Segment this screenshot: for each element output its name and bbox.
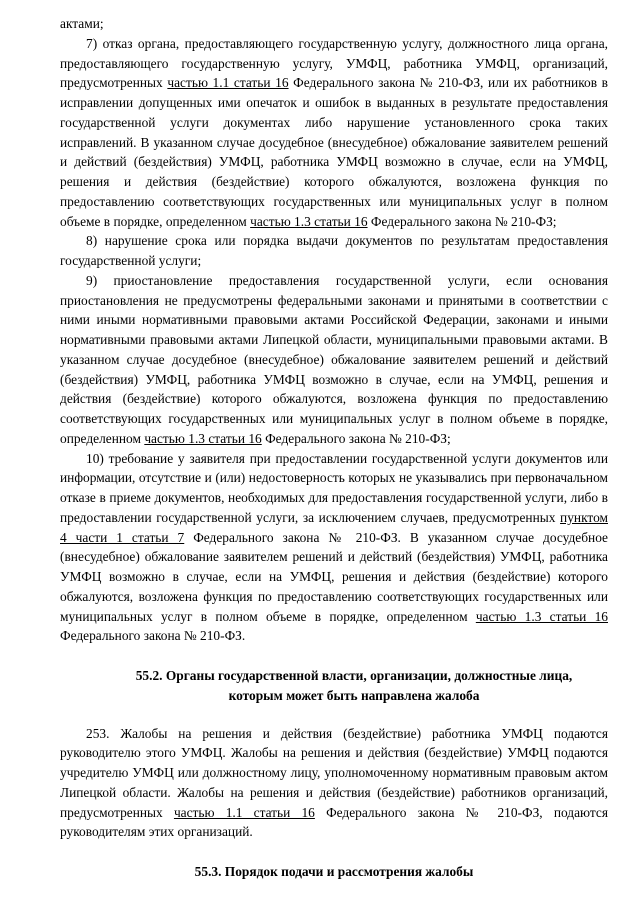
item-10-text-c: Федерального закона № 210-ФЗ. — [60, 628, 246, 644]
item-7 — [60, 34, 608, 232]
continuation-text — [60, 14, 608, 34]
item-253 — [60, 724, 608, 843]
item-253-link-part-1-1[interactable]: частью 1.1 статьи 16 — [173, 804, 315, 820]
item-7-text-a: 7) отказ органа, предоставляющего государственную услугу, должностного лица органа, предоставляющего государственную услугу, УМФЦ, работника УМФЦ, организаций, предусмотренных — [60, 35, 608, 91]
continuation-text-content: актами; — [60, 16, 104, 31]
item-7-text-c: Федерального закона № 210-ФЗ; — [367, 213, 557, 229]
item-7-link-part-1-3[interactable]: частью 1.3 статьи 16 — [250, 213, 368, 229]
section-55-2-heading-line-2: которым может быть направлена жалоба — [228, 687, 480, 703]
item-10 — [60, 449, 608, 647]
item-253-text-a: 253. Жалобы на решения и действия (бездействие) работника УМФЦ подаются руководителю этого УМФЦ. Жалобы на решения и действия (бездействие) УМФЦ подаются учредителю УМФЦ или должностному лицу, уполномоченному нормативным правовым актом Липецкой области. Жалобы на решения и действия (бездействие) работников организаций, предусмотренных — [60, 725, 608, 820]
item-10-text-a: 10) требование у заявителя при предоставлении государственной услуги документов или информации, отсутствие и (или) недостоверность которых не указывались при первоначальном отказе в приеме документов, необходимых для предоставления государственной услуги, либо в предоставлении государственной услуги, за исключением случаев, предусмотренных — [60, 450, 608, 525]
item-10-link-part-1-3[interactable]: частью 1.3 статьи 16 — [475, 608, 608, 624]
item-7-link-part-1-1[interactable]: частью 1.1 статьи 16 — [167, 75, 289, 91]
item-9-text-a: 9) приостановление предоставления государственной услуги, если основания приостановления не предусмотрены федеральными законами и принятыми в соответствии с ними иными нормативными правовыми актами Российской Федерации, законами и иными нормативными правовыми актами Липецкой области, муниципальными правовыми актами. В указанном случае досудебное (внесудебное) обжалование заявителем решений и действий (бездействия) УМФЦ, работника УМФЦ возможно в случае, если на УМФЦ, решения и действия (бездействие) которого обжалуются, возложена функция по предоставлению соответствующих государственных или муниципальных услуг в полном объеме в порядке, определенном — [60, 272, 608, 446]
item-10-link-article-7[interactable]: пунктом 4 части 1 статьи 7 — [60, 509, 608, 545]
section-55-2-heading — [60, 646, 608, 724]
item-9-link-part-1-3[interactable]: частью 1.3 статьи 16 — [144, 430, 262, 446]
section-55-2-heading-line-1: 55.2. Органы государственной власти, организации, должностные лица, — [135, 668, 573, 683]
item-8 — [60, 231, 608, 271]
item-8-text: 8) нарушение срока или порядка выдачи документов по результатам предоставления государственной услуги; — [60, 233, 608, 268]
item-9-text-b: Федерального закона № 210-ФЗ; — [261, 430, 451, 446]
section-55-3-heading-text: 55.3. Порядок подачи и рассмотрения жалобы — [194, 864, 474, 879]
section-55-3-heading — [60, 842, 608, 882]
item-253-text-b: Федерального закона № 210-ФЗ, подаются руководителям этих организаций. — [60, 804, 608, 840]
item-7-text-b: Федерального закона № 210-ФЗ, или их работников в исправлении допущенных ими опечаток и ошибок в выданных в результате предоставления государственной услуги документах либо нарушение установленного срока таких исправлений. В указанном случае досудебное (внесудебное) обжалование заявителем решений и действий (бездействия) УМФЦ, работника УМФЦ возможно в случае, если на УМФЦ, решения и действия (бездействие) которого обжалуются, возложена функция по предоставлению соответствующих государственных или муниципальных услуг в полном объеме в порядке, определенном — [60, 75, 608, 229]
item-10-text-b: Федерального закона № 210-ФЗ. В указанном случае досудебное (внесудебное) обжалование заявителем решений и действий (бездействия) УМФЦ, работника УМФЦ возможно в случае, если на УМФЦ, решения и действия (бездействие) которого обжалуются, возложена функция по предоставлению соответствующих государственных или муниципальных услуг в полном объеме в порядке, определенном — [60, 529, 609, 624]
item-9 — [60, 271, 608, 449]
